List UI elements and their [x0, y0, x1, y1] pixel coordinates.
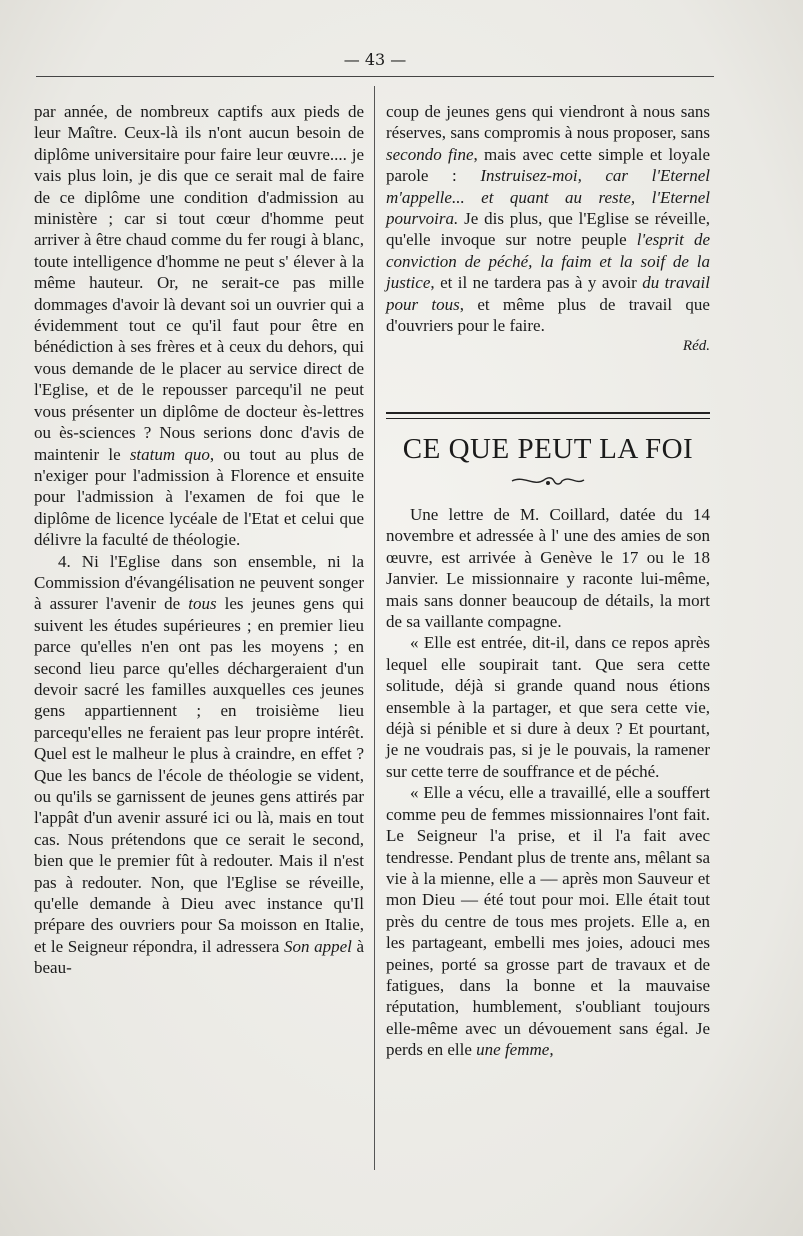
left-paragraph-1: par année, de nombreux captifs aux pieds de leur Maître. Ceux-là ils n'ont aucun besoin de diplôme universitaire pour faire leur œuvre.... je vais plus loin, je dis que ce serait mal de faire de ce diplôme une condition d'admission au ministère ; car si tout cœur d'homme peut arriver à être chaud comme du fer rougi à blanc, toute intelligence d'homme ne peut s' élever à la même hauteur. Or, ne serait-ce pas mille dommages d'avoir là devant soi un ouvrier qui a évidemment tout ce qu'il faut pour être en bénédiction à ses frères et à ceux du dehors, qui vous demande de le placer au service direct de l'Eglise, et de le repousser parcequ'il ne peut vous présenter un diplôme de docteur ès-lettres ou ès-sciences ? Nous serions donc d'avis de maintenir le statum quo, ou tout au plus de n'exiger pour l'admission à Florence et ensuite pour l'admission à l'examen de foi que le diplôme de licence lycéale de l'Etat et celui que délivre la faculté de théologie.: [34, 102, 364, 550]
article-paragraph-3: « Elle a vécu, elle a travaillé, elle a souffert comme peu de femmes missionnaires l'ont fait. Le Seigneur l'a prise, et il l'a fait avec tendresse. Pendant plus de trente ans, mêlant sa vie à la mienne, elle a — après mon Sauveur et mon Dieu — été tout pour moi. Elle était tout près du centre de tous mes projets. Elle a, en les partageant, embelli mes joies, adouci mes peines, porté sa grosse part de travaux et de fatigues, dans la bonne et la mauvaise réputation, humblement, s'oubliant toujours elle-même avec un dévouement sans égal. Je perds en elle une femme,: [386, 783, 710, 1060]
right-column-article: [386, 504, 710, 1061]
right-paragraph-1: coup de jeunes gens qui viendront à nous sans réserves, sans compromis à nous proposer, sans secondo fine, mais avec cette simple et loyale parole : Instruisez-moi, car l'Eternel m'appelle... et quant au reste, l'Eternel pourvoira. Je dis plus, que l'Eglise se réveille, qu'elle invoque sur notre peuple l'esprit de conviction de péché, la faim et la soif de la justice, et il ne tardera pas à y avoir du travail pour tous, et même plus de travail que d'ouvriers pour le faire.: [386, 102, 710, 336]
article-paragraph-2: « Elle est entrée, dit-il, dans ce repos après lequel elle soupirait tant. Que sera cette solitude, déjà si grande quand nous étions ensemble à la partager, et que sera cette vie, déjà si pénible et si dure à deux ? Et pourtant, je ne voudrais pas, si je le pouvais, la ramener sur cette terre de souffrance et de péché.: [386, 633, 710, 781]
header-rule: [36, 76, 714, 77]
article-paragraph-1: Une lettre de M. Coillard, datée du 14 novembre et adressée à l' une des amies de son œuvre, est arrivée à Genève le 17 ou le 18 Janvier. Le missionnaire y raconte lui-même, mais sans donner beaucoup de détails, la mort de sa vaillante compagne.: [386, 505, 710, 632]
section-rule: [386, 412, 710, 419]
left-paragraph-2: 4. Ni l'Eglise dans son ensemble, ni la Commission d'évangélisation ne peuvent songer à assurer l'avenir de tous les jeunes gens qui suivent les études supérieures ; en premier lieu parce qu'elles n'en ont pas les moyens ; en second lieu parce qu'elles déchargeraient d'un devoir sacré les familles auxquelles ces jeunes gens appartiennent ; en troisième lieu parcequ'elles ne feraient pas leur propre intérêt. Quel est le malheur le plus à craindre, en effet ? Que les bancs de l'école de théologie se vident, ou qu'ils se garnissent de jeunes gens attirés par l'appât d'un avenir assuré ici ou là, mais en tout cas. Nous prétendons que ce serait le second, bien que le premier fût à redouter. Mais il n'est pas à redouter. Non, que l'Eglise se réveille, qu'elle demande à Dieu avec instance qu'Il prépare des ouvriers pour Sa moisson en Italie, et le Seigneur répondra, il adressera Son appel à beau-: [34, 551, 365, 978]
right-column-top: [386, 101, 710, 358]
page-number: — 43 —: [343, 50, 407, 69]
left-column: [34, 101, 364, 979]
signature: Réd.: [682, 338, 710, 355]
ornament-icon: [510, 474, 586, 488]
section-title: CE QUE PEUT LA FOI: [402, 433, 694, 465]
italic-statum-quo: statum quo: [129, 444, 210, 464]
column-divider: [374, 86, 375, 1170]
